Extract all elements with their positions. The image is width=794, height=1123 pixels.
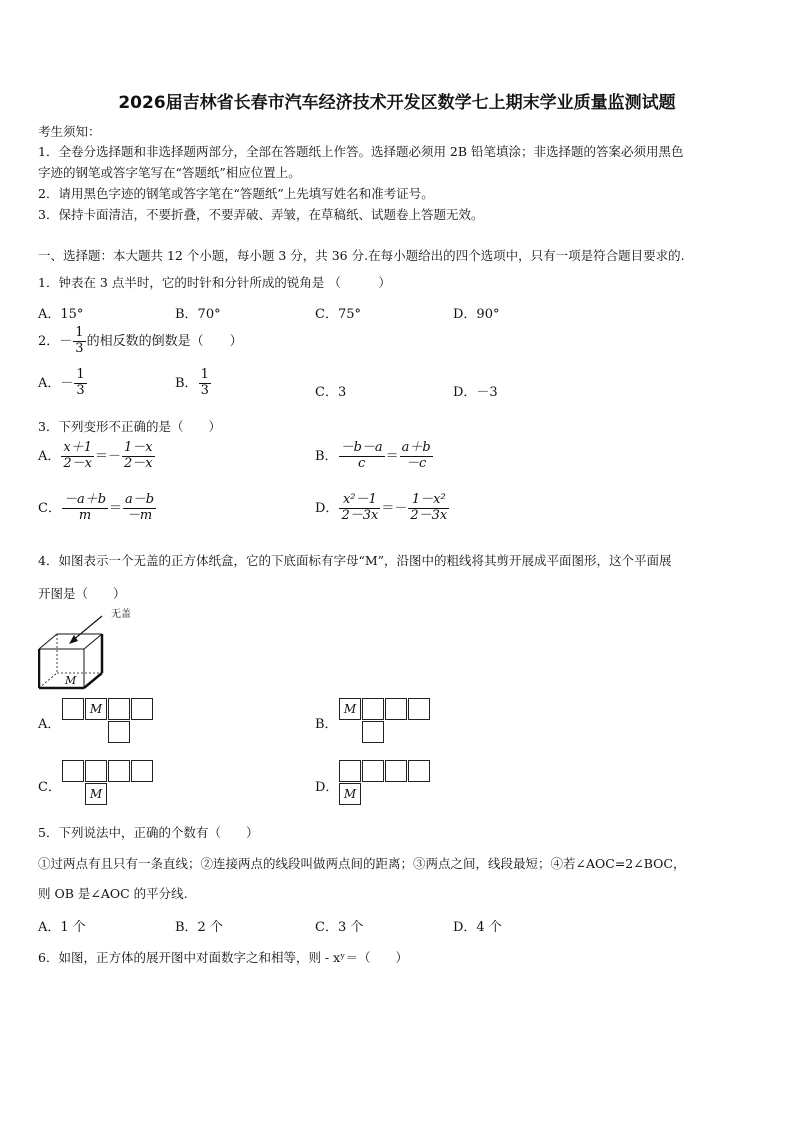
- net-square: [339, 760, 361, 782]
- q3-option-c: [38, 493, 157, 524]
- q2-option-d: D．－3: [453, 385, 498, 400]
- section-heading: 一、选择题：本大题共 12 个小题，每小题 3 分，共 36 分.在每小题给出的四个选项中，只有一项是符合题目要求的.: [38, 248, 685, 263]
- q3-a-left-denominator: 2－x: [63, 455, 92, 471]
- q3-option-a-label: A．: [38, 448, 61, 464]
- q3-c-right-fraction: [123, 493, 156, 524]
- q3-a-left-fraction: [61, 441, 94, 472]
- q3-a-equals: ＝－: [95, 448, 122, 464]
- q3-option-d-label: D．: [315, 500, 339, 516]
- cube-letter-m: M: [65, 674, 77, 687]
- no-lid-label: 无盖: [111, 609, 131, 620]
- q3-c-left-numerator: －a＋b: [63, 492, 107, 507]
- q2-stem: [38, 326, 243, 357]
- q3-option-d: [315, 493, 450, 524]
- q2-option-b: [175, 368, 212, 399]
- q4-option-a-net: [62, 698, 156, 744]
- net-square: [62, 760, 84, 782]
- q3-option-c-label: C．: [38, 500, 61, 516]
- q3-a-left-numerator: x＋1: [63, 440, 92, 455]
- q5-stem: 5．下列说法中，正确的个数有（ ）: [38, 825, 259, 840]
- q4-option-d-net: [339, 760, 433, 806]
- q2-option-b-fraction: [199, 368, 211, 399]
- notice-item-1-line-2: 字迹的钢笔或答字笔写在“答题纸”相应位置上。: [38, 165, 301, 180]
- q3-b-left-denominator: c: [357, 455, 366, 471]
- q3-a-right-fraction: [122, 441, 155, 472]
- q3-option-a: [38, 441, 156, 472]
- q3-option-b: [315, 441, 434, 472]
- page-title: 2026届吉林省长春市汽车经济技术开发区数学七上期末学业质量监测试题: [118, 93, 676, 113]
- q1-option-c: C．75°: [315, 307, 361, 322]
- q3-d-left-denominator: 2－3x: [341, 507, 379, 523]
- q2-option-a-label: A．－: [38, 375, 74, 391]
- q5-option-d: D．4 个: [453, 920, 502, 935]
- q2-fraction: [73, 326, 85, 357]
- net-square: [408, 760, 430, 782]
- q2-fraction-numerator: 1: [75, 325, 84, 340]
- q1-stem: 1．钟表在 3 点半时，它的时针和分针所成的锐角是 （ ）: [38, 275, 391, 290]
- net-square: [108, 760, 130, 782]
- net-square: [131, 760, 153, 782]
- q5-statements-line-1: ①过两点有且只有一条直线；②连接两点的线段叫做两点间的距离；③两点之间，线段最短；④若∠AOC=2∠BOC，: [38, 856, 686, 871]
- q2-stem-rest: 的相反数的倒数是（ ）: [86, 333, 243, 349]
- net-square-m: M: [339, 698, 361, 720]
- net-square-m: M: [85, 783, 107, 805]
- q3-d-right-fraction: [408, 493, 449, 524]
- net-square: [385, 698, 407, 720]
- q3-d-right-numerator: 1－x²: [408, 493, 449, 509]
- q3-a-right-numerator: 1－x: [124, 440, 153, 455]
- q2-fraction-denominator: 3: [75, 340, 84, 356]
- q2-option-a-denominator: 3: [76, 382, 85, 398]
- net-square: [85, 760, 107, 782]
- net-square: [362, 721, 384, 743]
- q3-d-equals: ＝－: [381, 500, 408, 516]
- notice-heading: 考生须知：: [38, 124, 101, 139]
- q3-c-right-numerator: a－b: [125, 492, 155, 507]
- q3-c-equals: ＝: [109, 500, 123, 516]
- notice-item-1-line-1: 1．全卷分选择题和非选择题两部分，全部在答题纸上作答。选择题必须用 2B 铅笔填涂；非选择题的答案必须用黑色: [38, 144, 684, 159]
- q4-option-d-label: D．: [315, 780, 339, 795]
- q1-option-d: D．90°: [453, 307, 500, 322]
- q3-b-right-denominator: －c: [406, 455, 427, 471]
- q2-option-a: [38, 368, 88, 399]
- q4-option-c-label: C．: [38, 780, 61, 795]
- q3-c-left-denominator: m: [78, 507, 92, 523]
- net-square: [408, 698, 430, 720]
- q3-b-left-numerator: －b－a: [340, 440, 383, 455]
- q1-option-b: B．70°: [175, 307, 221, 322]
- notice-item-3: 3．保持卡面清洁，不要折叠，不要弄破、弄皱，在草稿纸、试题卷上答题无效。: [38, 207, 484, 222]
- q2-option-b-label: B．: [175, 375, 198, 391]
- q5-option-c: C．3 个: [315, 920, 364, 935]
- q3-b-right-numerator: a＋b: [401, 440, 431, 455]
- q2-option-a-fraction: [74, 368, 86, 399]
- q3-c-right-denominator: －m: [126, 507, 153, 523]
- q3-d-left-numerator: x²－1: [339, 493, 380, 509]
- q4-option-a-label: A．: [38, 717, 61, 732]
- q2-option-c: C．3: [315, 385, 347, 400]
- q4-stem-line-1: 4．如图表示一个无盖的正方体纸盒，它的下底面标有字母“M”，沿图中的粗线将其剪开展成平面图形，这个平面展: [38, 553, 672, 568]
- q3-option-b-label: B．: [315, 448, 338, 464]
- q3-b-left-fraction: [339, 441, 385, 472]
- q6-stem: 6．如图，正方体的展开图中对面数字之和相等，则 - xʸ＝（ ）: [38, 950, 408, 965]
- q2-option-b-numerator: 1: [200, 367, 209, 382]
- q4-option-b-net: [339, 698, 433, 744]
- q3-d-left-fraction: [339, 493, 380, 524]
- q3-stem: 3．下列变形不正确的是（ ）: [38, 419, 221, 434]
- q3-a-right-denominator: 2－x: [124, 455, 153, 471]
- notice-item-2: 2．请用黑色字迹的钢笔或答字笔在“答题纸”上先填写姓名和准考证号。: [38, 186, 434, 201]
- q5-option-b: B．2 个: [175, 920, 223, 935]
- q4-option-b-label: B．: [315, 717, 338, 732]
- net-square: [362, 760, 384, 782]
- q4-stem-line-2: 开图是（ ）: [38, 586, 126, 601]
- q5-statements-line-2: 则 OB 是∠AOC 的平分线.: [38, 886, 188, 901]
- q3-b-right-fraction: [400, 441, 433, 472]
- net-square-m: M: [85, 698, 107, 720]
- q3-c-left-fraction: [62, 493, 108, 524]
- q3-d-right-denominator: 2－3x: [410, 507, 448, 523]
- net-square: [131, 698, 153, 720]
- net-square: [108, 698, 130, 720]
- net-square-m: M: [339, 783, 361, 805]
- q3-b-equals: ＝: [385, 448, 399, 464]
- open-box-diagram: [38, 604, 158, 692]
- q2-option-b-denominator: 3: [200, 382, 209, 398]
- net-square: [62, 698, 84, 720]
- q1-option-a: A．15°: [38, 307, 84, 322]
- q5-option-a: A．1 个: [38, 920, 86, 935]
- net-square: [108, 721, 130, 743]
- open-box-figure: [38, 604, 158, 692]
- net-square: [362, 698, 384, 720]
- q2-option-a-numerator: 1: [76, 367, 85, 382]
- q4-option-c-net: [62, 760, 156, 806]
- q2-number: 2．－: [38, 333, 73, 349]
- net-square: [385, 760, 407, 782]
